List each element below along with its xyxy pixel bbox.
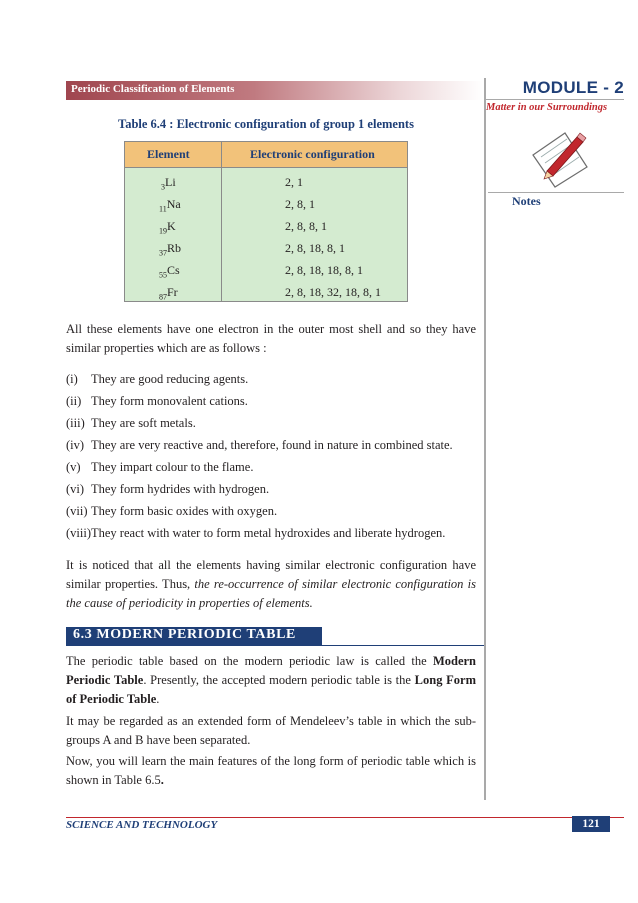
chapter-header-bar [66, 81, 483, 100]
table-row-config: 2, 1 [285, 175, 303, 189]
section-paragraph-1: The periodic table based on the modern periodic law is called the Modern Periodic Table. Presently, the accepted modern periodic table is the Long Form of Periodic Table. [66, 654, 476, 706]
section-paragraph-2: It may be regarded as an extended form of Mendeleev’s table in which the sub-groups A and B have been separated. [66, 714, 476, 747]
periodicity-paragraph: It is noticed that all the elements having similar electronic configuration have similar properties. Thus, the re-occurrence of similar electronic configuration is the cause of periodicity in properties of elements. [66, 558, 476, 610]
footer-line [66, 817, 624, 818]
page-number: 121 [572, 816, 610, 832]
table-row-config: 2, 8, 1 [285, 197, 315, 211]
electronic-config-table [124, 141, 408, 302]
list-item: (v) They impart colour to the flame. [66, 460, 254, 474]
footer-text: SCIENCE AND TECHNOLOGY [66, 819, 218, 831]
section-heading [66, 627, 322, 646]
table-row-element: $_{37}$Rb [159, 241, 182, 258]
list-item: (vii) They form basic oxides with oxygen. [66, 504, 278, 518]
list-item: (iii) They are soft metals. [66, 416, 196, 430]
table-row-element: $_3$Li [161, 175, 176, 192]
table-row-config: 2, 8, 8, 1 [285, 219, 327, 233]
table-row-config: 2, 8, 18, 8, 1 [285, 241, 345, 255]
table-row-config: 2, 8, 18, 18, 8, 1 [285, 263, 363, 277]
column-divider [221, 142, 222, 301]
list-item: (i) They are good reducing agents. [66, 372, 249, 386]
table-row-element: $_{55}$Cs [159, 263, 180, 280]
list-item: (ii) They form monovalent cations. [66, 394, 248, 408]
module-subtitle: Matter in our Surroundings [486, 102, 608, 113]
table-row-element: $_{19}$K [159, 219, 176, 236]
notes-divider [488, 192, 624, 193]
header-configuration: Electronic configuration [250, 147, 375, 161]
margin-divider [484, 78, 486, 800]
table-row-element: $_{87}$Fr [159, 285, 178, 302]
notes-label: Notes [512, 194, 541, 208]
chapter-title: Periodic Classification of Elements [71, 83, 235, 95]
notes-pencil-icon [525, 127, 595, 189]
section-paragraph-3: Now, you will learn the main features of the long form of periodic table which is shown in Table 6.5. [66, 754, 476, 787]
module-label: MODULE - 2 [522, 78, 624, 97]
section-underline [66, 645, 484, 646]
module-underline [486, 99, 624, 100]
table-row-config: 2, 8, 18, 32, 18, 8, 1 [285, 285, 381, 299]
list-item: (vi) They form hydrides with hydrogen. [66, 482, 270, 496]
section-title: 6.3 MODERN PERIODIC TABLE [73, 627, 296, 642]
list-item: (viii)They react with water to form metal hydroxides and liberate hydrogen. [66, 526, 446, 540]
list-item: (iv) They are very reactive and, therefore, found in nature in combined state. [66, 438, 453, 452]
intro-paragraph: All these elements have one electron in the outer most shell and so they have similar properties which are as follows : [66, 322, 476, 355]
table-row-element: $_{11}$Na [159, 197, 181, 214]
table-caption: Table 6.4 : Electronic configuration of group 1 elements [118, 117, 414, 131]
header-element: Element [147, 147, 190, 161]
